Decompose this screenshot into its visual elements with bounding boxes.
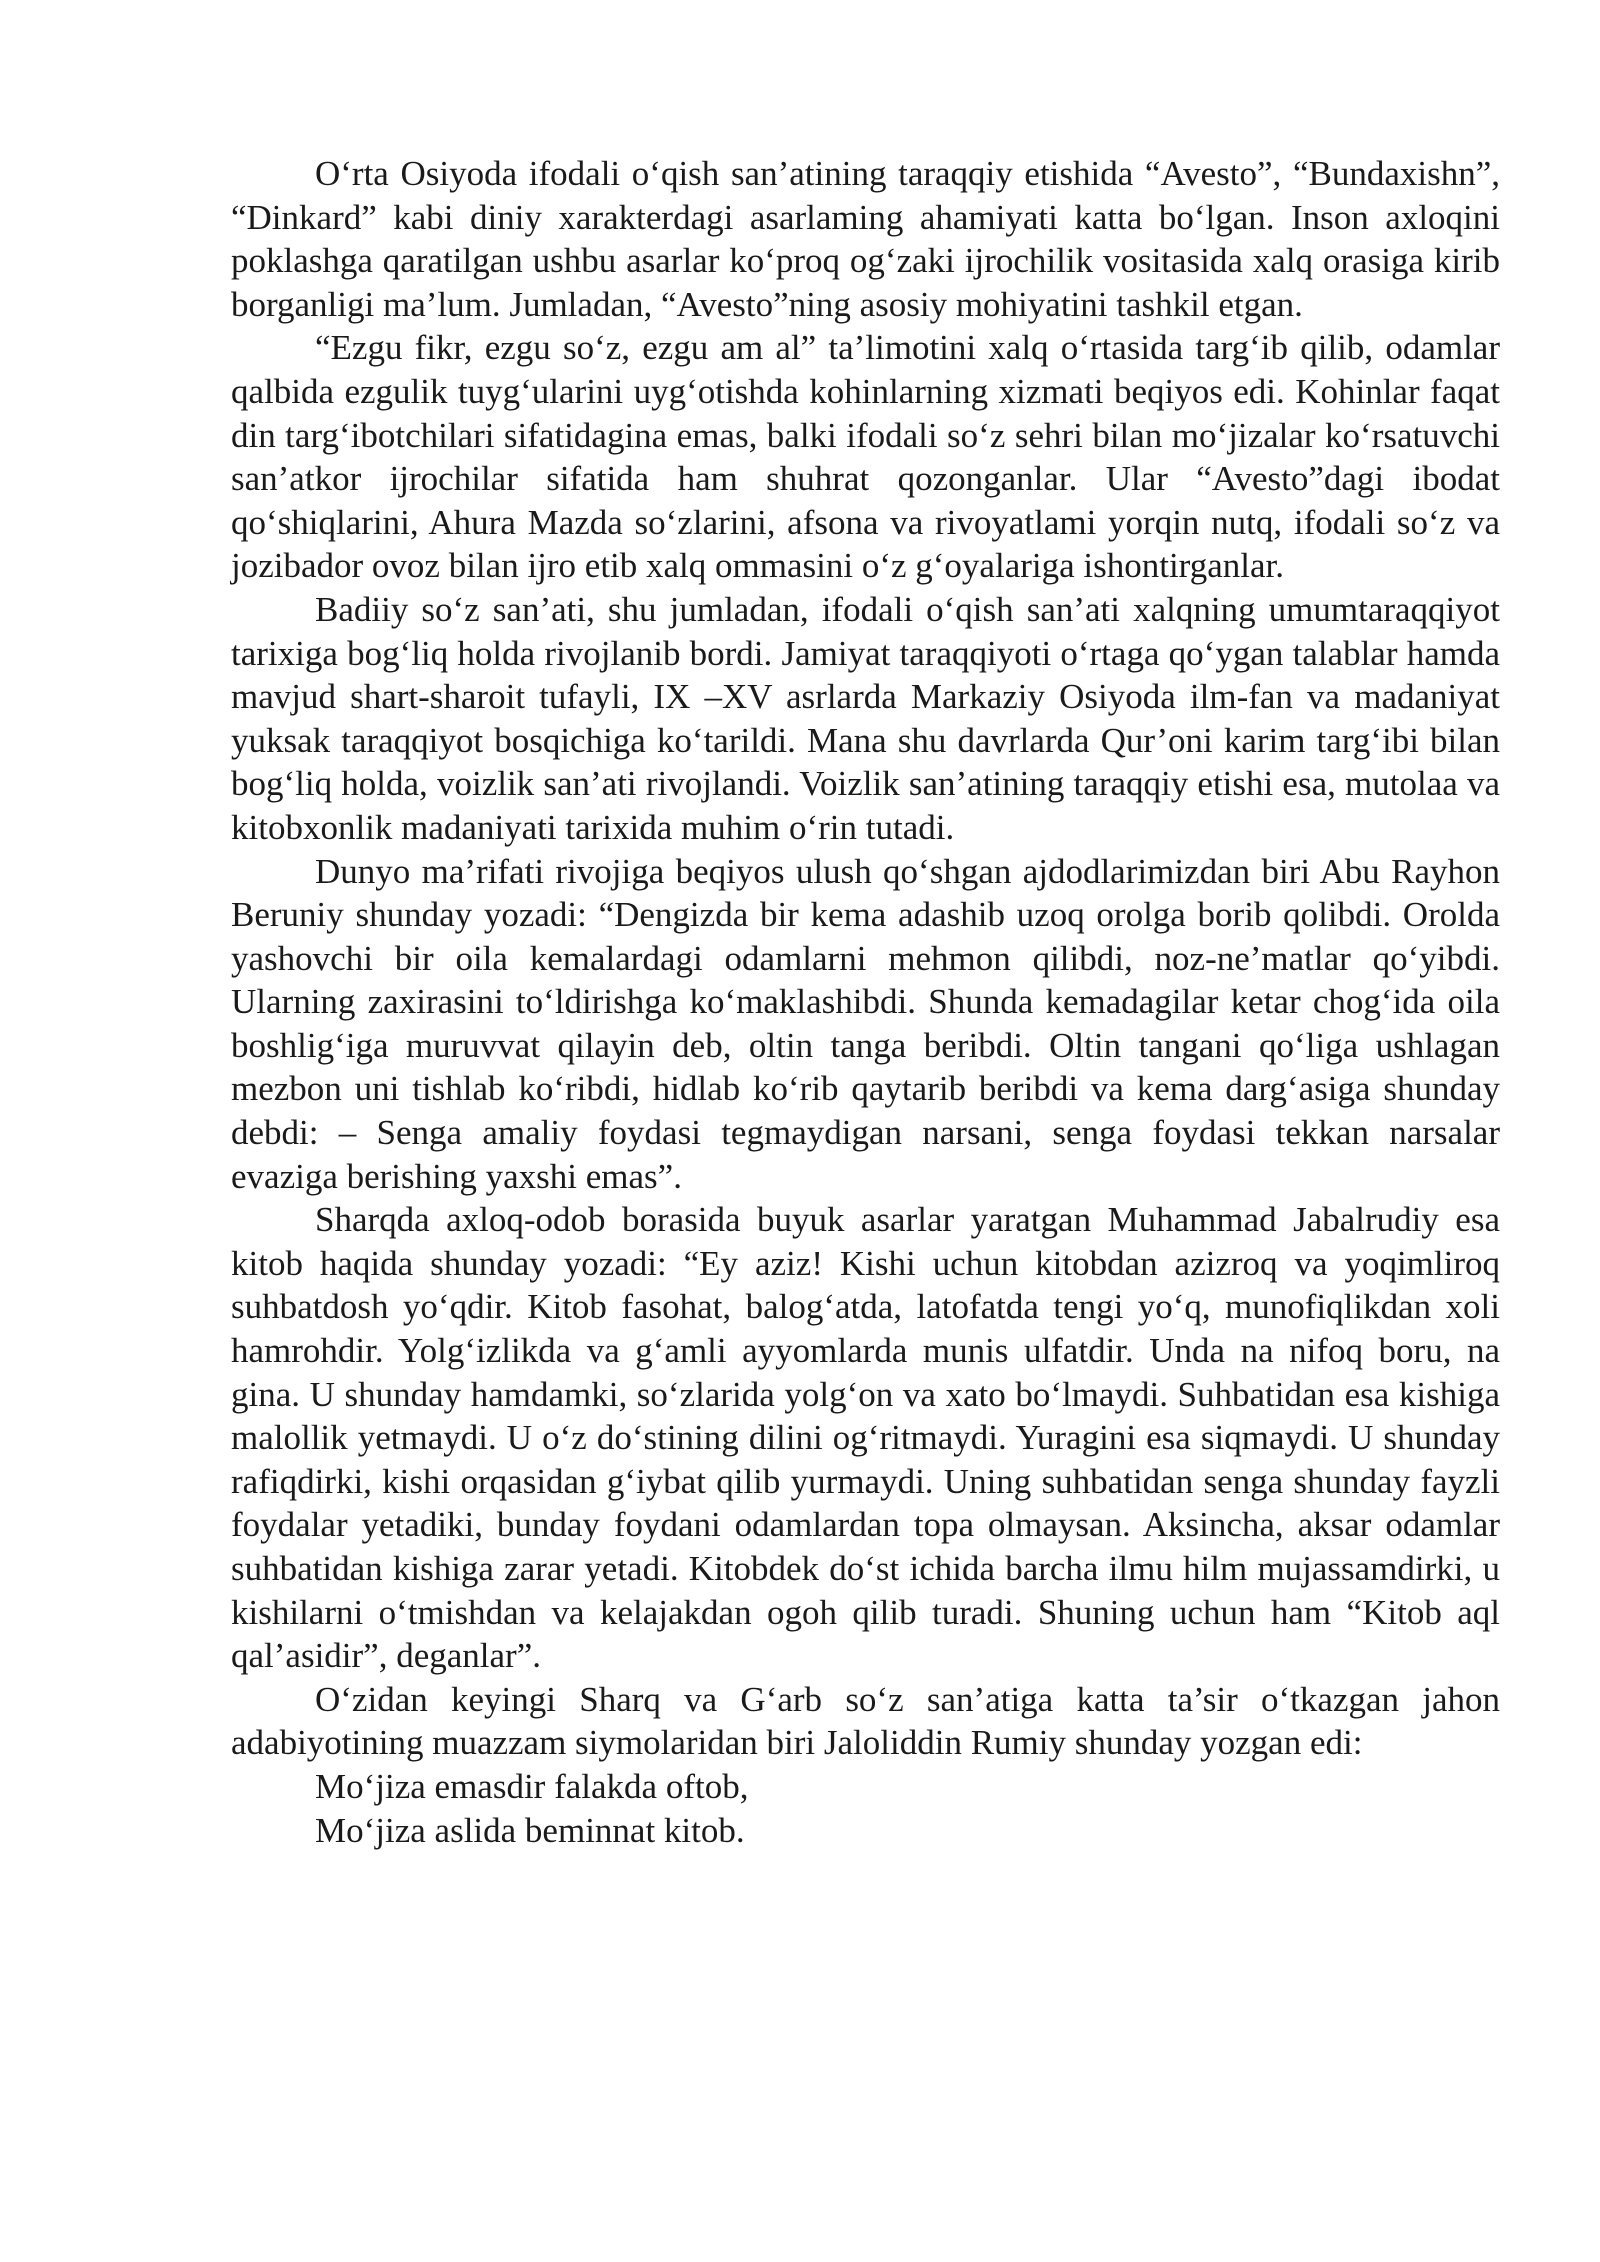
paragraph-rumiy-intro: O‘zidan keyingi Sharq va G‘arb so‘z san’atiga katta ta’sir o‘tkazgan jahon adabiyotining muazzam siymolaridan biri Jaloliddin Rumiy shunday yozgan edi: [231,1679,1500,1763]
verse-line: Mo‘jiza aslida beminnat kitob. [315,1810,745,1850]
verse-quote [231,1765,1500,1852]
paragraph-kohinlar: “Ezgu fikr, ezgu so‘z, ezgu am al” ta’limotini xalq o‘rtasida targ‘ib qilib, odamlar qalbida ezgulik tuyg‘ularini uyg‘otishda kohinlarning xizmati beqiyos edi. Kohinlar faqat din targ‘ibotchilari sifatidagina emas, balki ifodali so‘z sehri bilan mo‘jizalar ko‘rsatuvchi san’atkor ijrochilar sifatida ham shuhrat qozonganlar. Ular “Avesto”dagi ibodat qo‘shiqlarini, Ahura Mazda so‘zlarini, afsona va rivoyatlami yorqin nutq, ifodali so‘z va jozibador ovoz bilan ijro etib xalq ommasini o‘z g‘oyalariga ishontirganlar. [231,328,1500,586]
paragraph-beruniy: Dunyo ma’rifati rivojiga beqiyos ulush qo‘shgan ajdodlarimizdan biri Abu Rayhon Beruniy shunday yozadi: “Dengizda bir kema adashib uzoq orolga borib qolibdi. Orolda yashovchi bir oila kemalardagi odamlarni mehmon qilibdi, noz-ne’matlar qo‘yibdi. Ularning zaxirasini to‘ldirishga ko‘maklashibdi. Shunda kemadagilar ketar chog‘ida oila boshlig‘iga muruvvat qilayin deb, oltin tanga beribdi. Oltin tangani qo‘liga ushlagan mezbon uni tishlab ko‘ribdi, hidlab ko‘rib qaytarib beribdi va kema darg‘asiga shunday debdi: – Senga amaliy foydasi tegmaydigan narsani, senga foydasi tekkan narsalar evaziga berishing yaxshi emas”. [231,851,1500,1196]
paragraph-jabalrudiy: Sharqda axloq-odob borasida buyuk asarlar yaratgan Muhammad Jabalrudiy esa kitob haqida shunday yozadi: “Ey aziz! Kishi uchun kitobdan azizroq va yoqimliroq suhbatdosh yo‘qdir. Kitob fasohat, balog‘atda, latofatda tengi yo‘q, munofiqlikdan xoli hamrohdir. Yolg‘izlikda va g‘amli ayyomlarda munis ulfatdir. Unda na nifoq boru, na gina. U shunday hamdamki, so‘zlarida yolg‘on va xato bo‘lmaydi. Suhbatidan esa kishiga malollik yetmaydi. U o‘z do‘stining dilini og‘ritmaydi. Yuragini esa siqmaydi. U shunday rafiqdirki, kishi orqasidan g‘iybat qilib yurmaydi. Uning suhbatidan senga shunday fayzli foydalar yetadiki, bunday foydani odamlardan topa olmaysan. Aksincha, aksar odamlar suhbatidan kishiga zarar yetadi. Kitobdek do‘st ichida barcha ilmu hilm mujassamdirki, u kishilarni o‘tmishdan va kelajakdan ogoh qilib turadi. Shuning uchun ham “Kitob aql qal’asidir”, deganlar”. [231,1200,1500,1676]
document-page [231,152,1500,1852]
paragraph-avesto-intro: O‘rta Osiyoda ifodali o‘qish san’atining taraqqiy etishida “Avesto”, “Bundaxishn”, “Dinkard” kabi diniy xarakterdagi asarlaming ahamiyati katta bo‘lgan. Inson axloqini poklashga qaratilgan ushbu asarlar ko‘proq og‘zaki ijrochilik vositasida xalq orasiga kirib borganligi ma’lum. Jumladan, “Avesto”ning asosiy mohiyatini tashkil etgan. [231,154,1500,324]
paragraph-badiiy-soz: Badiiy so‘z san’ati, shu jumladan, ifodali o‘qish san’ati xalqning umumtaraqqiyot tarixiga bog‘liq holda rivojlanib bordi. Jamiyat taraqqiyoti o‘rtaga qo‘ygan talablar hamda mavjud shart-sharoit tufayli, IX –XV asrlarda Markaziy Osiyoda ilm-fan va madaniyat yuksak taraqqiyot bosqichiga ko‘tarildi. Mana shu davrlarda Qur’oni karim targ‘ibi bilan bog‘liq holda, voizlik san’ati rivojlandi. Voizlik san’atining taraqqiy etishi esa, mutolaa va kitobxonlik madaniyati tarixida muhim o‘rin tutadi. [231,589,1500,847]
verse-line: Mo‘jiza emasdir falakda oftob, [315,1766,749,1806]
